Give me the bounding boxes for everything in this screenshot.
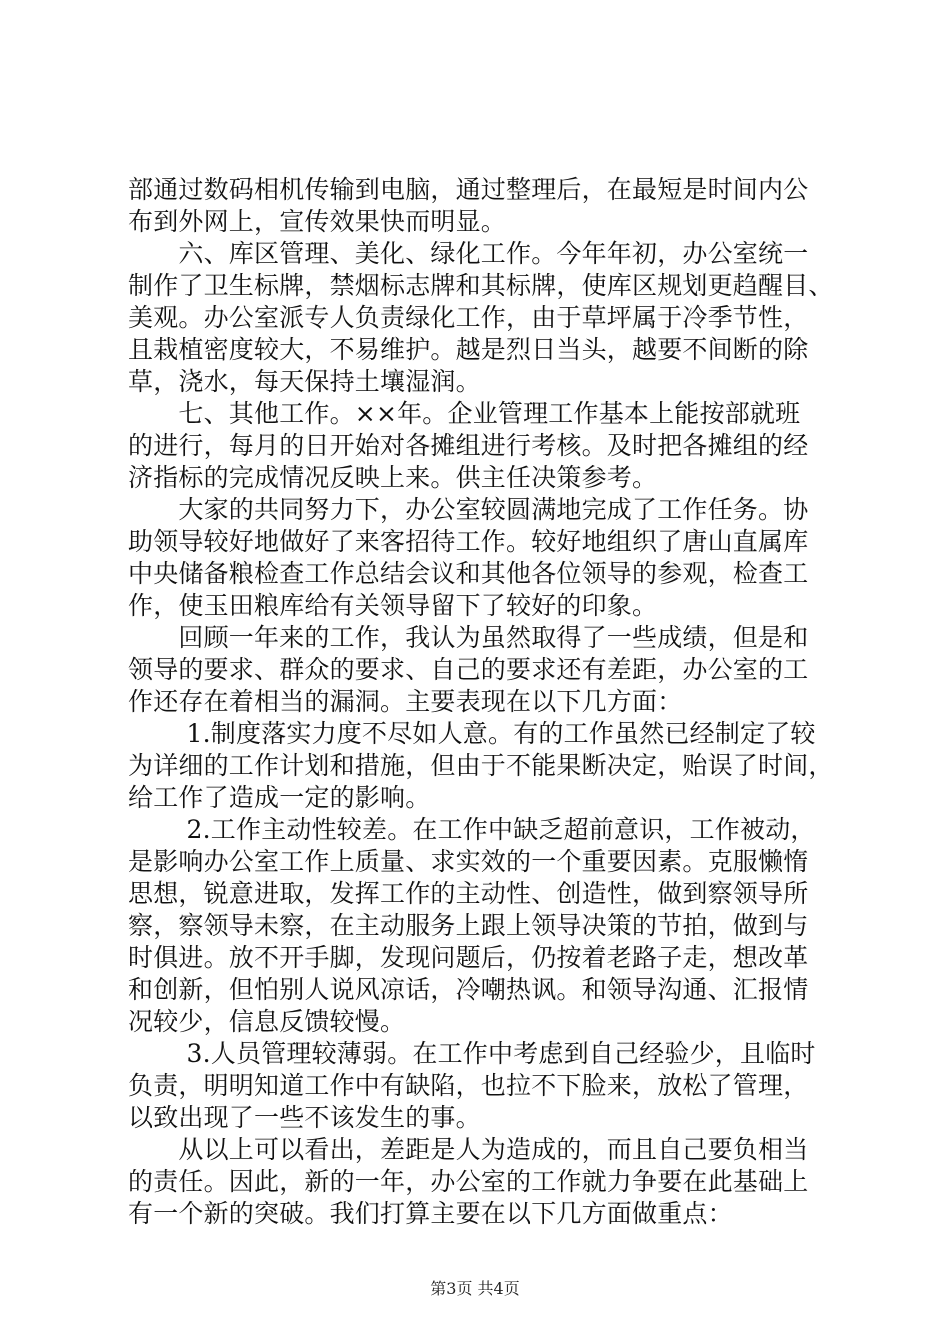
text-line: 的进行，每月的日开始对各摊组进行考核。及时把各摊组的经 <box>128 431 809 460</box>
text-line: 的责任。因此，新的一年，办公室的工作就力争要在此基础上 <box>128 1167 809 1196</box>
document-body <box>128 174 834 1230</box>
text-line: 察，察领导未察，在主动服务上跟上领导决策的节拍，做到与 <box>128 911 809 940</box>
text-line: 作，使玉田粮库给有关领导留下了较好的印象。 <box>128 591 658 620</box>
text-line: 给工作了造成一定的影响。 <box>128 783 431 812</box>
text-line: 3.人员管理较薄弱。在工作中考虑到自己经验少，且临时 <box>128 1039 816 1068</box>
text-line: 七、其他工作。××年。企业管理工作基本上能按部就班 <box>128 399 801 428</box>
text-line: 为详细的工作计划和措施，但由于不能果断决定，贻误了时间， <box>128 751 834 780</box>
text-line: 时俱进。放不开手脚，发现问题后，仍按着老路子走，想改革 <box>128 943 809 972</box>
text-line: 以致出现了一些不该发生的事。 <box>128 1103 481 1132</box>
text-line: 有一个新的突破。我们打算主要在以下几方面做重点： <box>128 1199 733 1228</box>
text-line: 1.制度落实力度不尽如人意。有的工作虽然已经制定了较 <box>128 719 816 748</box>
text-line: 大家的共同努力下，办公室较圆满地完成了工作任务。协 <box>128 495 809 524</box>
text-line: 草，浇水，每天保持土壤湿润。 <box>128 367 481 396</box>
text-line: 2.工作主动性较差。在工作中缺乏超前意识，工作被动， <box>128 815 816 844</box>
text-line: 布到外网上，宣传效果快而明显。 <box>128 207 507 236</box>
text-line: 作还存在着相当的漏洞。主要表现在以下几方面： <box>128 687 683 716</box>
text-line: 从以上可以看出，差距是人为造成的，而且自己要负相当 <box>128 1135 809 1164</box>
text-line: 制作了卫生标牌，禁烟标志牌和其标牌，使库区规划更趋醒目、 <box>128 271 834 300</box>
text-line: 和创新，但怕别人说风凉话，冷嘲热讽。和领导沟通、汇报情 <box>128 975 809 1004</box>
text-line: 回顾一年来的工作，我认为虽然取得了一些成绩，但是和 <box>128 623 809 652</box>
text-line: 是影响办公室工作上质量、求实效的一个重要因素。克服懒惰 <box>128 847 809 876</box>
page-number-footer: 第3页 共4页 <box>430 1279 520 1298</box>
text-line: 六、库区管理、美化、绿化工作。今年年初，办公室统一 <box>128 239 809 268</box>
text-line: 济指标的完成情况反映上来。供主任决策参考。 <box>128 463 658 492</box>
text-line: 中央储备粮检查工作总结会议和其他各位领导的参观，检查工 <box>128 559 809 588</box>
text-line: 且栽植密度较大，不易维护。越是烈日当头，越要不间断的除 <box>128 335 809 364</box>
text-line: 负责，明明知道工作中有缺陷，也拉不下脸来，放松了管理， <box>128 1071 809 1100</box>
text-line: 况较少，信息反馈较慢。 <box>128 1007 406 1036</box>
text-line: 领导的要求、群众的要求、自己的要求还有差距，办公室的工 <box>128 655 809 684</box>
text-line: 思想，锐意进取，发挥工作的主动性、创造性，做到察领导所 <box>128 879 809 908</box>
text-line: 美观。办公室派专人负责绿化工作，由于草坪属于冷季节性， <box>128 303 809 332</box>
text-line: 部通过数码相机传输到电脑，通过整理后，在最短是时间内公 <box>128 175 809 204</box>
text-line: 助领导较好地做好了来客招待工作。较好地组织了唐山直属库 <box>128 527 809 556</box>
